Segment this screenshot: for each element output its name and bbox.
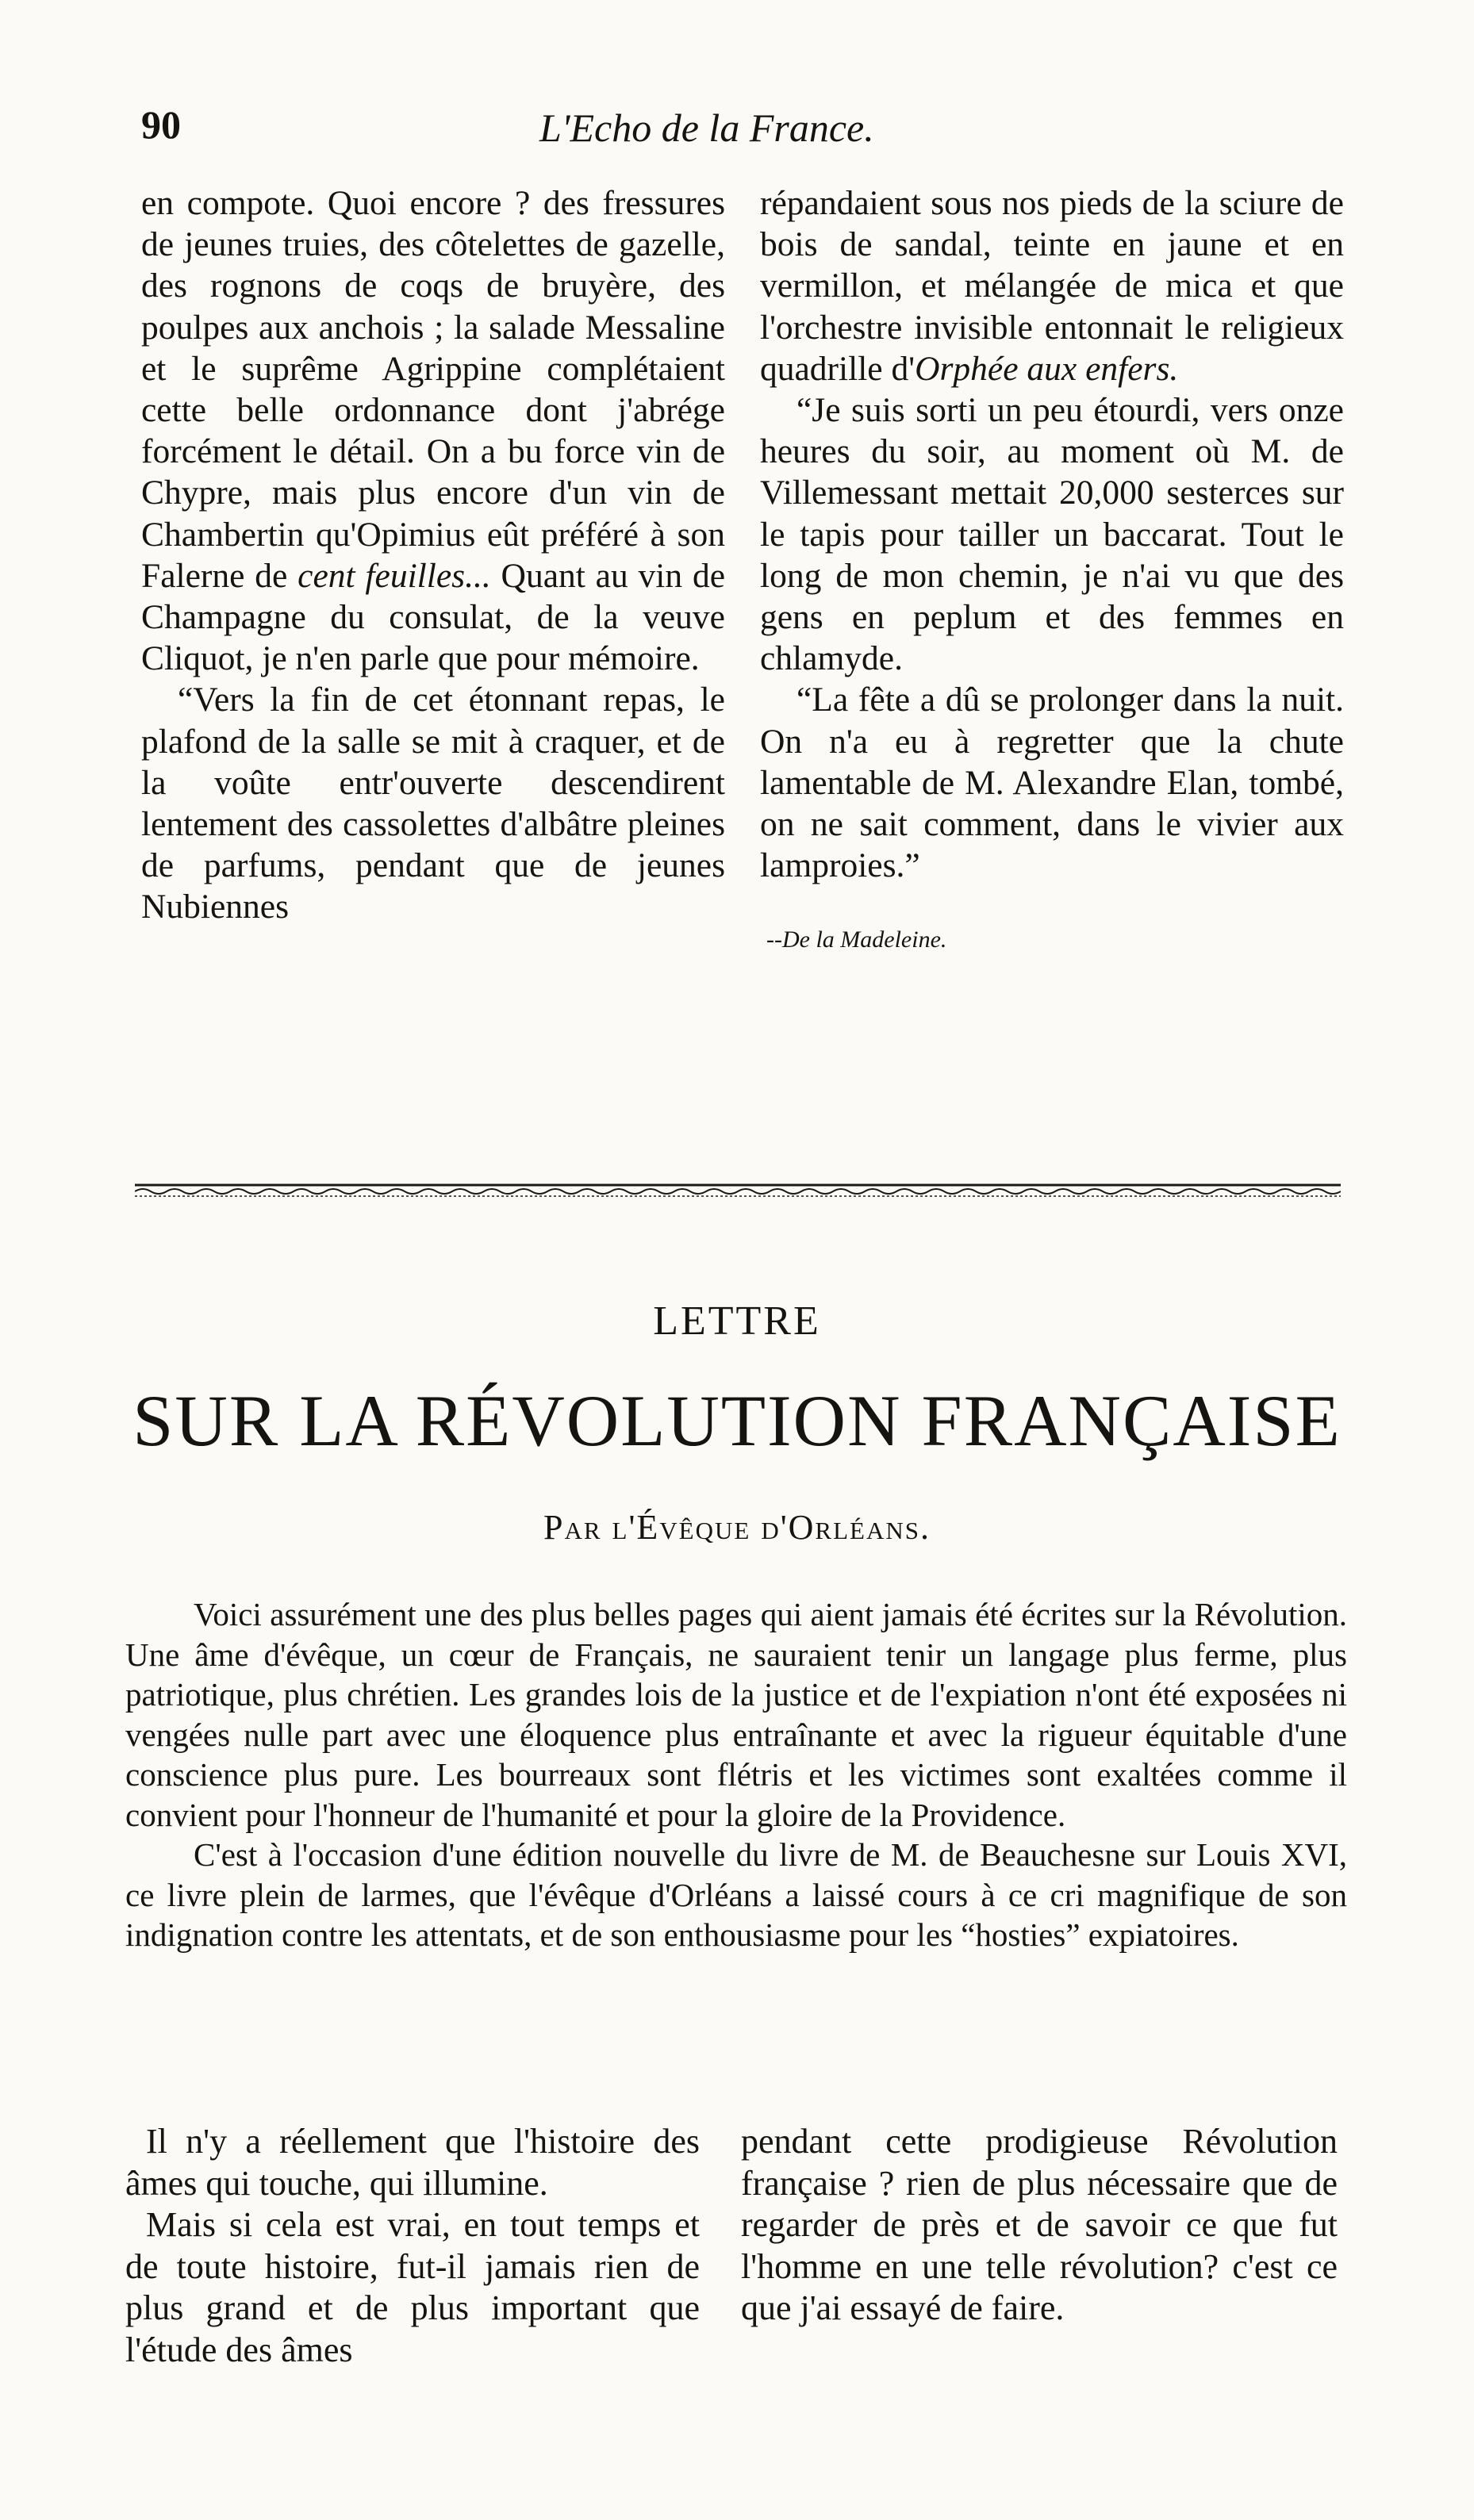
intro-paragraph: C'est à l'occasion d'une édition nouvelle du livre de M. de Beauchesne sur Louis XVI, ce livre plein de larmes, que l'évêque d'Orléans a laissé cours à ce cri magnifique de son indignation contre les attentats, et de son enthousiasme pour les “hosties” expiatoires.	[125, 1836, 1347, 1953]
italic-text: Orphée aux enfers.	[915, 349, 1179, 388]
paragraph-text: Quant au vin de Champagne du consulat, de la veuve Cliquot, je n'en parle que pour mémoire.	[141, 556, 726, 678]
article2-column-right	[741, 2121, 1338, 2330]
ornamental-rule	[135, 1180, 1341, 1199]
article1-paragraph	[760, 182, 1344, 389]
article1-paragraph: “La fête a dû se prolonger dans la nuit. On n'a eu à regretter que la chute lamentable de M. Alexandre Elan, tombé, on ne sait comment, dans le vivier aux lamproies.”	[760, 681, 1344, 885]
article-kicker: LETTRE	[653, 1298, 821, 1344]
article1-signature: --De la Madeleine.	[766, 926, 947, 953]
page-number: 90	[141, 102, 181, 147]
italic-text: cent feuilles...	[297, 556, 491, 595]
intro-paragraph: Voici assurément une des plus belles pages qui aient jamais été écrites sur la Révolution. Une âme d'évêque, un cœur de Français, ne sauraient tenir un langage plus ferme, plus patriotique, plus chrétien. Les grandes lois de la justice et de l'expiation n'ont été exposées ni vengées nulle part avec une éloquence plus entraînante et avec la rigueur équitable d'une conscience plus pure. Les bourreaux sont flétris et les victimes sont exaltées comme il convient pour l'honneur de l'humanité et pour la gloire de la Providence.	[125, 1596, 1347, 1833]
running-title: L'Echo de la France.	[539, 105, 874, 150]
article2-paragraph: pendant cette prodigieuse Révolution française ? rien de plus nécessaire que de regarder de près et de savoir ce que fut l'homme en une telle révolution? c'est ce que j'ai essayé de faire.	[741, 2122, 1338, 2327]
article-intro	[125, 1594, 1347, 1955]
article1-paragraph: “Je suis sorti un peu étourdi, vers onze heures du soir, au moment où M. de Villemessant mettait 20,000 sesterces sur le tapis pour tailler un baccarat. Tout le long de mon chemin, je n'ai vu que des gens en peplum et des femmes en chlamyde.	[760, 391, 1344, 678]
article1-paragraph: “Vers la fin de cet étonnant repas, le plafond de la salle se mit à craquer, et de la voûte entr'ouverte descendirent lentement des cassolettes d'albâtre pleines de parfums, pendant que de jeunes Nubiennes	[141, 681, 725, 926]
article1-paragraph	[141, 182, 725, 679]
article-byline: Par l'Évêque d'Orléans.	[543, 1508, 931, 1547]
article2-paragraph: Mais si cela est vrai, en tout temps et de toute histoire, fut-il jamais rien de plus grand et de plus important que l'étude des âmes	[125, 2205, 700, 2369]
article2-paragraph: Il n'y a réellement que l'histoire des âmes qui touche, qui illumine.	[125, 2122, 700, 2203]
article-title: SUR LA RÉVOLUTION FRANÇAISE	[132, 1380, 1342, 1461]
article2-column-left	[125, 2121, 700, 2371]
article1-column-right	[760, 182, 1344, 961]
paragraph-text: en compote. Quoi encore ? des fressures de jeunes truies, des côtelettes de gazelle, des rognons de coqs de bruyère, des poulpes aux anchois ; la salade Messaline et le suprême Agrippine complétaient cette belle ordonnance dont j'abrége forcément le détail. On a bu force vin de Chypre, mais plus encore d'un vin de Chambertin qu'Opimius eût préféré à son Falerne de	[141, 184, 725, 595]
paragraph-text: répandaient sous nos pieds de la sciure de bois de sandal, teinte en jaune et en vermillon, et mélangée de mica et que l'orchestre invisible entonnait le religieux quadrille d'	[760, 184, 1344, 388]
article1-column-left	[141, 182, 725, 928]
